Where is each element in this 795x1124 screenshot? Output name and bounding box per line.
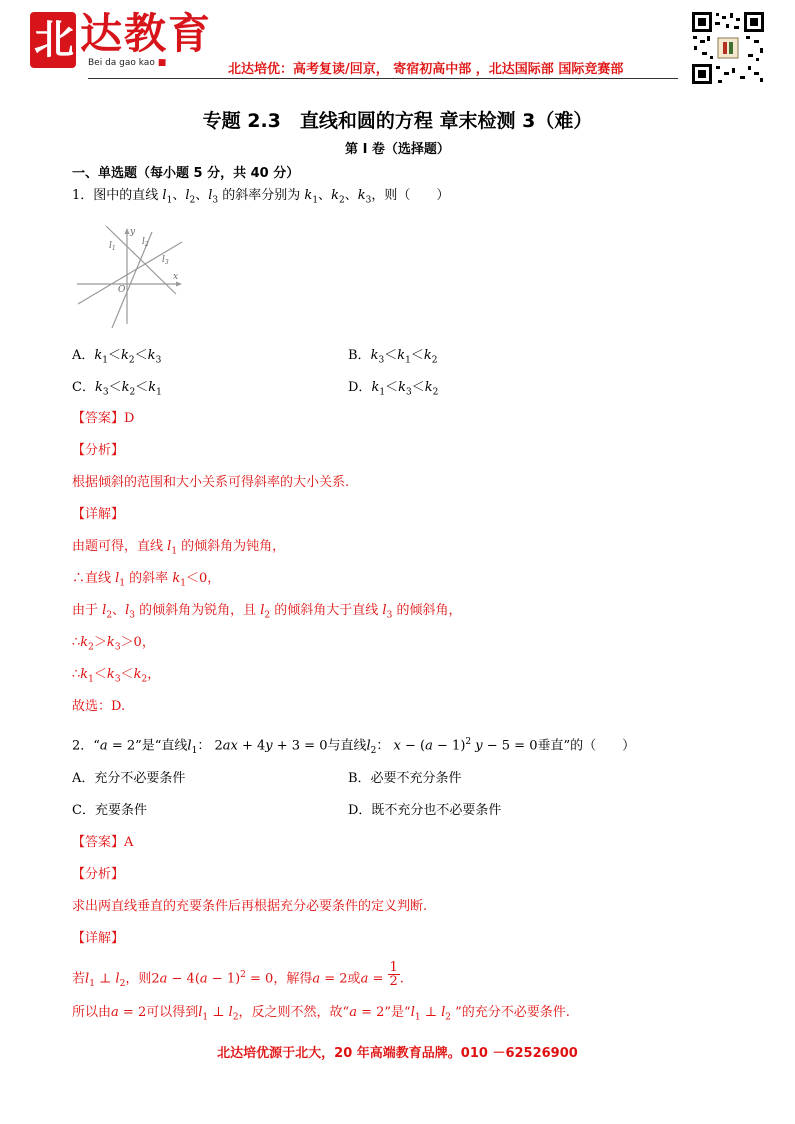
q1-detail-6: 故选：D. [72, 699, 126, 714]
logo-name: 达教育 [80, 9, 213, 58]
q1-option-b: B．$k_3<k_1<k_2$ [348, 348, 438, 366]
q2-stem: 2．“a = 2”是“直线$l_1$： 2ax + 4y + 3 = 0与直线$l_2$： $x - (a - 1)^2$ y − 5 = 0垂直”的（ ） [72, 737, 636, 756]
q1-option-d: D．$k_1<k_3<k_2$ [348, 380, 439, 398]
q2-analysis: 求出两直线垂直的充要条件后再根据充分必要条件的定义判断. [72, 899, 428, 914]
q1-detail-2: ∴直线 $l_1$ 的斜率 $k_1<0$， [72, 571, 221, 589]
q1-figure [72, 222, 186, 330]
q2-analysis-label: 【分析】 [72, 867, 125, 882]
q2-option-d: D．既不充分也不必要条件 [348, 803, 502, 818]
l3-label: $l_3$ [162, 255, 169, 266]
section-heading: 一、单选题（每小题 5 分，共 40 分） [72, 166, 300, 181]
q1-option-c: C．$k_3<k_2<k_1$ [72, 380, 162, 398]
q2-detail-2: 所以由a = 2可以得到$l_1$ ⊥ $l_2$，反之则不然，故“a = 2”是“$l_1$ ⊥ $l_2$ ”的充分不必要条件. [72, 1005, 570, 1023]
axis-x-label: x [173, 272, 179, 282]
logo-subtitle: Bei da gao kao ■ [88, 58, 167, 68]
header-divider [88, 78, 678, 79]
origin-label: O [118, 285, 126, 295]
q1-detail-label: 【详解】 [72, 507, 125, 522]
axis-y-label: y [130, 227, 136, 237]
q2-answer: 【答案】A [72, 835, 134, 850]
q1-detail-5: $\therefore k_1<k_3<k_2$， [72, 667, 161, 685]
q2-detail-1: 若$l_1$ ⊥ $l_2$，则$2a - 4(a - 1)^2 = 0$，解得a = 2或a = $\frac{1}{2}$ . [72, 960, 404, 990]
header-slogan: 北达培优：高考复读/回京， 寄宿初高中部 ，北达国际部 国际竞赛部 [228, 62, 624, 77]
l2-label: $l_2$ [142, 237, 149, 248]
q1-detail-3: 由于 $l_2$、$l_3$ 的倾斜角为锐角，且 $l_2$ 的倾斜角大于直线 $l_3$ 的倾斜角， [72, 603, 462, 621]
page-title: 专题 2.3 直线和圆的方程 章末检测 3（难） [202, 110, 593, 132]
l1-label: $l_1$ [109, 241, 116, 252]
q2-detail-label: 【详解】 [72, 931, 125, 946]
q1-detail-4: $\therefore k_2>k_3>0$， [72, 635, 155, 653]
q2-option-b: B．必要不充分条件 [348, 771, 462, 786]
q1-stem: 1．图中的直线 $l_1$、$l_2$、$l_3$ 的斜率分别为 $k_1$、$k_2$、$k_3$，则（ ） [72, 188, 450, 206]
page-subtitle: 第 I 卷（选择题） [345, 142, 450, 157]
logo-char: 北 [34, 16, 74, 63]
q1-analysis-label: 【分析】 [72, 443, 125, 458]
logo-badge [30, 12, 76, 68]
q2-option-a: A．充分不必要条件 [72, 771, 186, 786]
qr-code-icon [690, 10, 766, 86]
page-footer: 北达培优源于北大，20 年高端教育品牌。010 －62526900 [217, 1046, 578, 1061]
q1-option-a: A．$k_1<k_2<k_3$ [72, 348, 162, 366]
q1-analysis: 根据倾斜的范围和大小关系可得斜率的大小关系. [72, 475, 350, 490]
q2-option-c: C．充要条件 [72, 803, 147, 818]
q1-answer: 【答案】D [72, 411, 135, 426]
q1-detail-1: 由题可得，直线 $l_1$ 的倾斜角为钝角， [72, 539, 286, 557]
